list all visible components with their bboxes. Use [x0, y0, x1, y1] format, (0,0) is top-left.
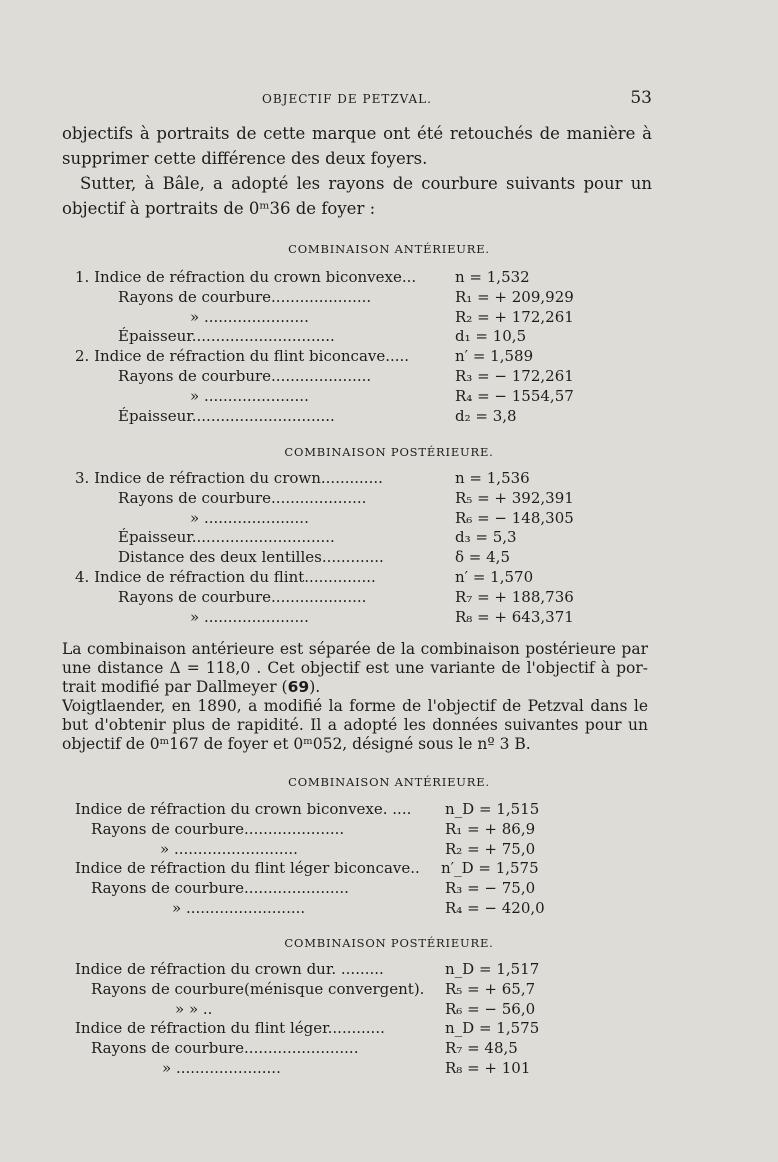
- text-line: Voigtlaender, en 1890, a modifié la forme de l'objectif de Petzval dans le: [62, 697, 648, 715]
- row-label: Rayons de courbure....................: [118, 488, 367, 507]
- text-line: La combinaison antérieure est séparée de la combinaison postérieure par: [62, 640, 648, 658]
- table-row: [75, 980, 575, 1000]
- section-title: COMBINAISON POSTÉRIEURE.: [284, 936, 494, 950]
- table-row: [75, 899, 575, 919]
- row-value: R₇ = + 188,736: [455, 587, 574, 606]
- data-table: [75, 268, 595, 426]
- row-value: R₂ = + 172,261: [455, 307, 574, 326]
- table-row: [75, 308, 595, 328]
- row-value: n′ = 1,570: [455, 567, 534, 586]
- row-label: » ......................: [190, 307, 309, 326]
- row-label: Rayons de courbure(ménisque convergent).: [91, 979, 425, 998]
- table-row: [75, 568, 595, 588]
- text-line: Sutter, à Bâle, a adopté les rayons de courbure suivants pour un: [80, 174, 652, 193]
- row-label: 4. Indice de réfraction du flint...............: [75, 567, 376, 586]
- row-value: R₁ = + 86,9: [445, 819, 536, 838]
- row-label: Rayons de courbure.....................: [118, 366, 372, 385]
- text-line: objectif à portraits de 0ᵐ36 de foyer :: [62, 199, 376, 218]
- row-value: R₅ = + 65,7: [445, 979, 536, 998]
- row-label: Rayons de courbure........................: [91, 1039, 359, 1058]
- table-row: [75, 1000, 575, 1020]
- text-line: une distance Δ = 118,0 . Cet objectif est une variante de l'objectif à por-: [62, 659, 648, 677]
- text-line: but d'obtenir plus de rapidité. Il a adopté les données suivantes pour un: [62, 716, 648, 734]
- row-value: R₆ = − 56,0: [445, 999, 536, 1018]
- row-label: » ......................: [190, 508, 309, 527]
- row-value: n = 1,536: [455, 469, 530, 487]
- row-value: d₁ = 10,5: [455, 327, 527, 346]
- intro-paragraph: [62, 121, 652, 221]
- row-label: 3. Indice de réfraction du crown.............: [75, 469, 383, 487]
- table-row: [75, 800, 575, 820]
- section-title: COMBINAISON ANTÉRIEURE.: [288, 775, 490, 789]
- row-value: R₃ = − 75,0: [445, 879, 536, 898]
- table-row: [75, 528, 595, 548]
- row-value: R₇ = 48,5: [445, 1039, 518, 1058]
- row-label: » ......................: [162, 1058, 281, 1077]
- table-row: [75, 548, 595, 568]
- table-row: [75, 960, 575, 980]
- row-label: Épaisseur..............................: [118, 406, 335, 425]
- row-value: n_D = 1,517: [445, 960, 540, 978]
- section-title: COMBINAISON ANTÉRIEURE.: [288, 242, 490, 256]
- row-value: n′_D = 1,575: [441, 859, 539, 878]
- row-value: R₈ = + 643,371: [455, 607, 574, 626]
- page-number: 53: [630, 88, 652, 108]
- text-line: [62, 678, 648, 697]
- running-title: OBJECTIF DE PETZVAL.: [262, 92, 432, 106]
- row-label: Distance des deux lentilles.............: [118, 548, 384, 567]
- table-row: [75, 347, 595, 367]
- row-label: Indice de réfraction du flint léger............: [75, 1019, 385, 1038]
- table-row: [75, 489, 595, 509]
- table-row: [75, 588, 595, 608]
- row-value: R₃ = − 172,261: [455, 366, 574, 385]
- row-label: Rayons de courbure.....................: [91, 819, 345, 838]
- table-row: [75, 288, 595, 308]
- text-line: objectif de 0ᵐ167 de foyer et 0ᵐ052, désigné sous le nº 3 B.: [62, 735, 531, 753]
- row-label: Rayons de courbure.....................: [118, 287, 372, 306]
- row-label: Indice de réfraction du crown dur. .........: [75, 960, 384, 978]
- data-table: [75, 800, 575, 919]
- table-row: [75, 820, 575, 840]
- table-row: [75, 387, 595, 407]
- paragraph-reference: 69: [287, 678, 310, 696]
- row-label: Épaisseur..............................: [118, 327, 335, 346]
- row-value: R₄ = − 1554,57: [455, 386, 574, 405]
- row-value: n_D = 1,575: [445, 1019, 540, 1038]
- row-value: d₂ = 3,8: [455, 406, 517, 425]
- row-label: Indice de réfraction du crown biconvexe. ....: [75, 800, 412, 818]
- table-row: [75, 367, 595, 387]
- row-label: » ..........................: [160, 839, 298, 858]
- table-row: [75, 1019, 575, 1039]
- row-value: n = 1,532: [455, 268, 530, 286]
- table-row: [75, 509, 595, 529]
- text-line: supprimer cette différence des deux foyers.: [62, 149, 428, 168]
- row-label: Rayons de courbure....................: [118, 587, 367, 606]
- row-label: 1. Indice de réfraction du crown biconvexe...: [75, 268, 417, 286]
- row-label: 2. Indice de réfraction du flint biconcave.....: [75, 347, 410, 366]
- text-line: objectifs à portraits de cette marque ont été retouchés de manière à: [62, 124, 652, 143]
- table-row: [75, 840, 575, 860]
- row-value: n_D = 1,515: [445, 800, 540, 818]
- row-value: R₈ = + 101: [445, 1058, 531, 1077]
- table-row: [75, 1059, 575, 1079]
- row-label: » » ..: [175, 999, 213, 1018]
- row-label: Épaisseur..............................: [118, 528, 335, 547]
- row-value: n′ = 1,589: [455, 347, 534, 366]
- row-label: Rayons de courbure......................: [91, 879, 349, 898]
- data-table: [75, 469, 595, 627]
- table-row: [75, 268, 595, 288]
- data-table: [75, 960, 575, 1079]
- section-title: COMBINAISON POSTÉRIEURE.: [284, 445, 494, 459]
- row-value: δ = 4,5: [455, 548, 510, 567]
- body-paragraph: [62, 640, 648, 754]
- row-value: R₂ = + 75,0: [445, 839, 536, 858]
- text-fragment: ).: [309, 678, 321, 696]
- text-fragment: trait modifié par Dallmeyer (: [62, 678, 288, 696]
- row-label: » .........................: [172, 898, 306, 917]
- table-row: [75, 469, 595, 489]
- row-value: R₅ = + 392,391: [455, 488, 574, 507]
- row-value: R₄ = − 420,0: [445, 898, 545, 917]
- table-row: [75, 608, 595, 628]
- table-row: [75, 407, 595, 427]
- row-label: » ......................: [190, 607, 309, 626]
- table-row: [75, 879, 575, 899]
- row-value: d₃ = 5,3: [455, 528, 517, 547]
- row-value: R₁ = + 209,929: [455, 287, 574, 306]
- table-row: [75, 327, 595, 347]
- table-row: [75, 1039, 575, 1059]
- row-label: Indice de réfraction du flint léger biconcave..: [75, 859, 420, 878]
- row-value: R₆ = − 148,305: [455, 508, 574, 527]
- row-label: » ......................: [190, 386, 309, 405]
- running-header: [62, 88, 652, 110]
- table-row: [75, 859, 575, 879]
